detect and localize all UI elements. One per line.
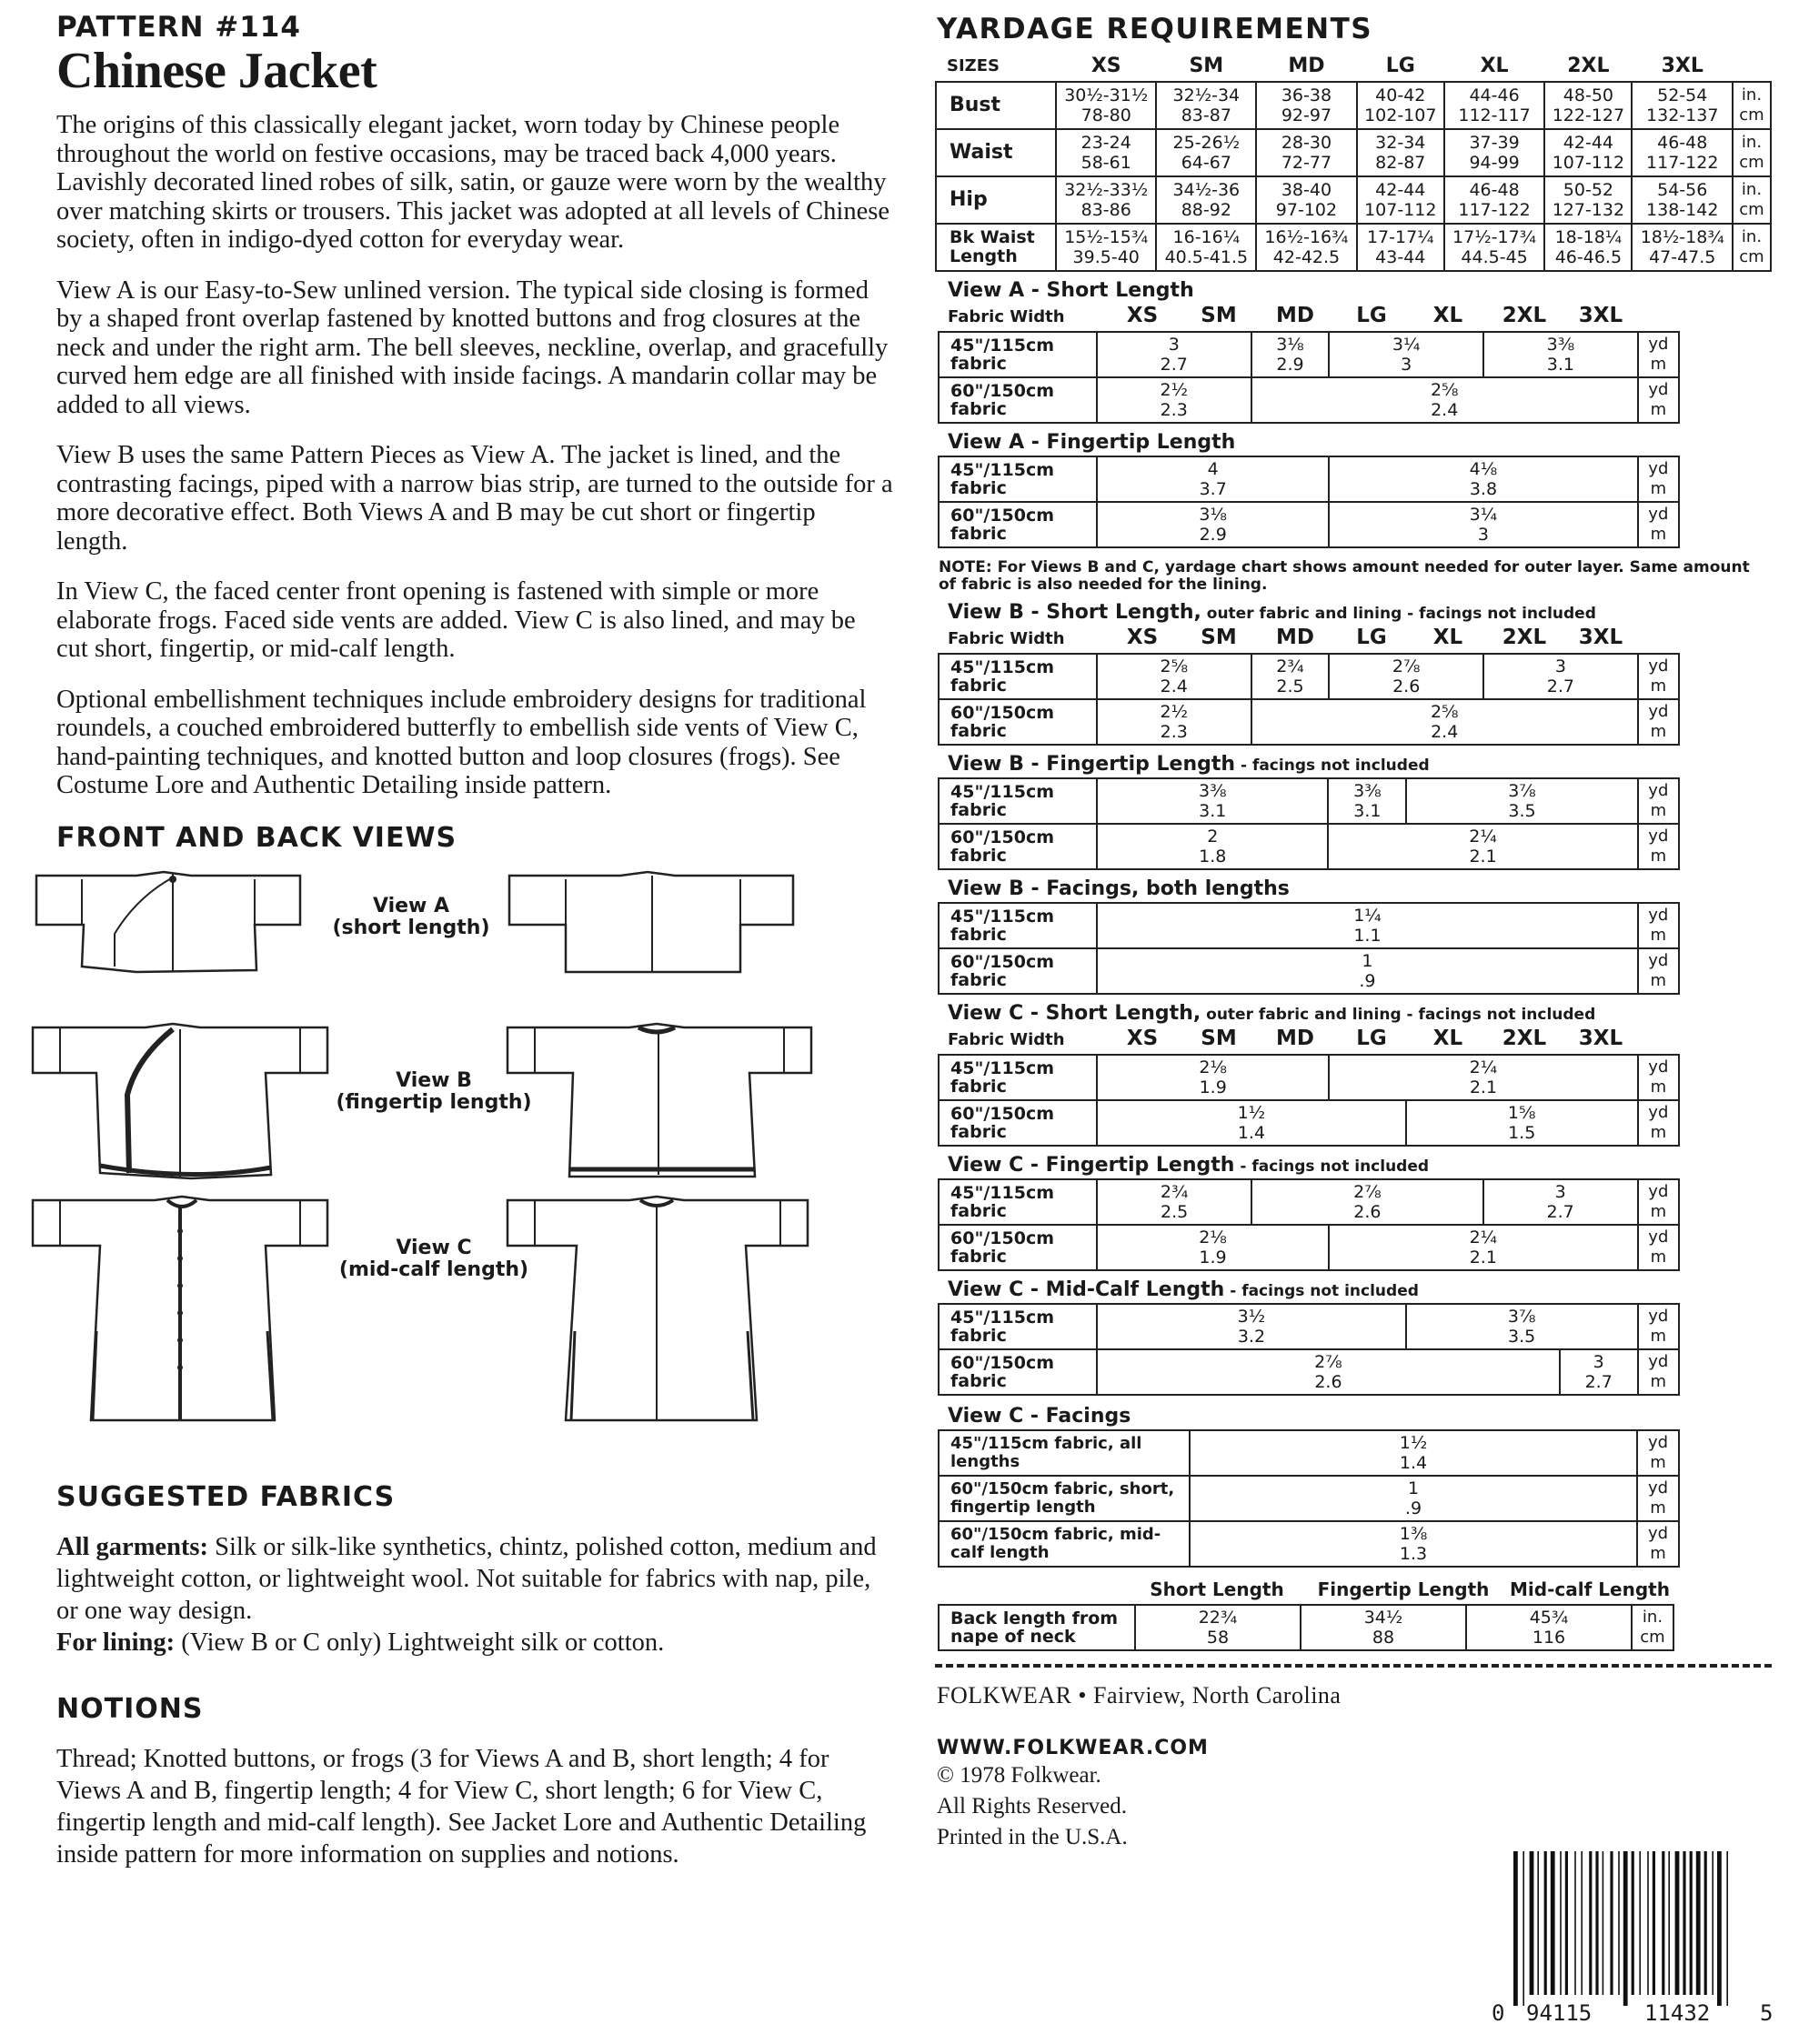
yardage-row	[939, 1349, 1679, 1395]
all-garments-label: All garments:	[56, 1532, 209, 1561]
barcode-bar	[1696, 1851, 1701, 1995]
views-illustrations	[56, 863, 893, 1463]
measurement-label: Hip	[936, 176, 1056, 224]
fabric-width-label: 60"/150cm fabric	[939, 948, 1097, 994]
yardage-unit: yd m	[1638, 699, 1679, 745]
barcode-bar	[1712, 1851, 1713, 1995]
view-a-paragraph: View A is our Easy-to-Sew unlined version. The typical side closing is formed by a shaped front overlap fastened by knotted buttons and frog closures at the neck and under the right arm. The bell sleeves, neckline, overlap, and gracefully curved hem edge are all finished with inside facings. A mandarin collar may be added to all views.	[56, 276, 889, 419]
yardage-row	[939, 948, 1679, 994]
rights-line: All Rights Reserved.	[937, 1794, 1128, 1819]
yardage-cell: 2¼ 2.1	[1329, 1055, 1638, 1100]
size-header: LG	[1385, 55, 1415, 77]
measurement-cell: 40-42 102-107	[1357, 82, 1444, 129]
measurement-cell: 36-38 92-97	[1256, 82, 1356, 129]
yardage-table	[938, 1303, 1680, 1396]
facings-label: 60"/150cm fabric, short, fingertip length	[939, 1476, 1190, 1521]
measurement-cell: 17-17¼ 43-44	[1357, 224, 1444, 271]
yardage-cell: 3½ 3.2	[1097, 1304, 1406, 1349]
yardage-row	[939, 699, 1679, 745]
barcode-bar	[1690, 1851, 1693, 1995]
measurement-cell: 37-39 94-99	[1444, 129, 1544, 176]
page-title: Chinese Jacket	[56, 43, 377, 99]
yardage-unit: yd m	[1638, 948, 1679, 994]
fabric-width-label: 60"/150cm fabric	[939, 699, 1097, 745]
barcode-bar	[1603, 1851, 1604, 1995]
yardage-unit: yd m	[1638, 824, 1679, 869]
fabric-width-label: 45"/115cm fabric	[939, 654, 1097, 699]
lining-label: For lining:	[56, 1628, 176, 1657]
measurement-cell: 18½-18¾ 47-47.5	[1632, 224, 1733, 271]
yardage-cell: 2⅝ 2.4	[1251, 699, 1638, 745]
fingertip-length-header: Fingertip Length	[1317, 1578, 1490, 1600]
yardage-row	[939, 1055, 1679, 1100]
barcode-image	[1510, 1851, 1774, 2006]
yardage-unit: yd m	[1638, 1304, 1679, 1349]
section-title: View C - Fingertip Length - facings not included	[948, 1154, 1430, 1177]
measurement-cell: 34½-36 88-92	[1156, 176, 1256, 224]
yardage-table	[938, 777, 1680, 870]
measurement-unit: in. cm	[1733, 224, 1771, 271]
back-length-label: Back length from nape of neck	[939, 1605, 1135, 1650]
fabric-width-label: 45"/115cm fabric	[939, 903, 1097, 948]
size-header: MD	[1288, 55, 1325, 77]
yardage-cell: 2⅝ 2.4	[1097, 654, 1251, 699]
yardage-cell: 2⅞ 2.6	[1097, 1349, 1560, 1395]
barcode-bar	[1544, 1851, 1547, 1995]
facings-label: 45"/115cm fabric, all lengths	[939, 1430, 1190, 1476]
yardage-cell: 2⅛ 1.9	[1097, 1225, 1329, 1270]
barcode-bar	[1683, 1851, 1685, 1995]
yardage-cell: 2⅝ 2.4	[1251, 377, 1638, 423]
copyright-line: © 1978 Folkwear.	[937, 1763, 1101, 1788]
yardage-sections	[935, 279, 1772, 1396]
yardage-table	[938, 1178, 1680, 1271]
measurement-cell: 46-48 117-122	[1444, 176, 1544, 224]
section-title: View A - Short Length	[948, 279, 1194, 302]
measurements-body	[936, 82, 1771, 271]
yardage-unit: yd m	[1638, 332, 1679, 377]
size-header: XS	[1090, 55, 1121, 77]
view-b-back-illustration	[502, 1022, 820, 1186]
fabric-width-label: 45"/115cm fabric	[939, 778, 1097, 824]
measurement-cell: 54-56 138-142	[1632, 176, 1733, 224]
view-c-name: View C	[396, 1236, 472, 1259]
yardage-cell: 4 3.7	[1097, 456, 1329, 502]
view-c-front-illustration	[27, 1195, 364, 1431]
barcode-bar	[1581, 1851, 1583, 1995]
barcode-bar	[1595, 1851, 1598, 1995]
yardage-row	[939, 377, 1679, 423]
measurement-row	[936, 224, 1771, 271]
yardage-unit: yd m	[1638, 654, 1679, 699]
back-length-fingertip: 34½ 88	[1301, 1605, 1466, 1650]
measurement-cell: 28-30 72-77	[1256, 129, 1356, 176]
yardage-unit: yd m	[1638, 1179, 1679, 1225]
yardage-row	[939, 1179, 1679, 1225]
barcode-bar	[1632, 1851, 1634, 1995]
barcode-bar	[1675, 1851, 1680, 1995]
section-title: View B - Fingertip Length - facings not included	[948, 753, 1430, 776]
view-c-facings-table	[938, 1429, 1680, 1568]
barcode-digit-check: 5	[1760, 2000, 1774, 2026]
barcode-bar	[1565, 1851, 1568, 1995]
left-column	[56, 9, 893, 1892]
fabric-width-label: 60"/150cm fabric	[939, 1100, 1097, 1146]
yardage-cell: 2⅞ 2.6	[1251, 1179, 1482, 1225]
printed-line: Printed in the U.S.A.	[937, 1825, 1128, 1849]
measurement-cell: 44-46 112-117	[1444, 82, 1544, 129]
facings-label: 60"/150cm fabric, mid-calf length	[939, 1521, 1190, 1567]
back-length-table	[938, 1604, 1674, 1651]
yardage-table	[938, 902, 1680, 995]
barcode-bar	[1623, 1851, 1628, 2006]
yardage-cell: 2⅞ 2.6	[1329, 654, 1483, 699]
yardage-table	[938, 456, 1680, 548]
barcode-bar	[1560, 1851, 1562, 1995]
measurement-cell: 17½-17¾ 44.5-45	[1444, 224, 1544, 271]
facings-value: 1 .9	[1190, 1476, 1637, 1521]
yardage-heading: YARDAGE REQUIREMENTS	[937, 13, 1373, 45]
yardage-row	[939, 778, 1679, 824]
barcode-bar	[1717, 1851, 1722, 2006]
view-b-name: View B	[396, 1068, 472, 1092]
yardage-cell: 3⅜ 3.1	[1097, 778, 1328, 824]
yardage-cell: 3⅛ 2.9	[1097, 502, 1329, 547]
measurement-row	[936, 176, 1771, 224]
fabric-width-label: 60"/150cm fabric	[939, 502, 1097, 547]
section-title: View B - Short Length, outer fabric and lining - facings not included	[948, 601, 1596, 624]
facings-value: 1½ 1.4	[1190, 1430, 1637, 1476]
yardage-cell: 3¼ 3	[1329, 502, 1638, 547]
measurement-cell: 50-52 127-132	[1544, 176, 1632, 224]
facings-body	[939, 1430, 1679, 1567]
fabric-width-label: 45"/115cm fabric	[939, 1179, 1097, 1225]
back-length-header	[935, 1578, 1772, 1600]
barcode-digit-lead: 0	[1492, 2000, 1505, 2026]
yardage-unit: yd m	[1638, 1349, 1679, 1395]
website-link[interactable]: WWW.FOLKWEAR.COM	[937, 1737, 1209, 1759]
measurement-unit: in. cm	[1733, 129, 1771, 176]
barcode-bar	[1653, 1851, 1655, 1995]
right-column	[935, 13, 1772, 1852]
fabric-width-header: Fabric Width XS SM MD LG XL 2XL 3XL	[948, 1027, 1623, 1050]
yardage-cell: 1½ 1.4	[1097, 1100, 1406, 1146]
unit-header	[1733, 55, 1771, 82]
view-a-name: View A	[372, 894, 450, 917]
yardage-cell: 3⅞ 3.5	[1406, 778, 1637, 824]
yardage-cell: 2½ 2.3	[1097, 377, 1251, 423]
barcode-bar	[1513, 1851, 1518, 2006]
fabric-width-label: 60"/150cm fabric	[939, 1225, 1097, 1270]
size-header: SM	[1189, 55, 1224, 77]
fabric-width-label: 60"/150cm fabric	[939, 377, 1097, 423]
yardage-cell: 1 .9	[1097, 948, 1637, 994]
yardage-unit: yd m	[1638, 502, 1679, 547]
view-a-back-illustration	[502, 870, 811, 979]
facings-unit: yd m	[1637, 1430, 1679, 1476]
yardage-row	[939, 903, 1679, 948]
yardage-cell: 2 1.8	[1097, 824, 1328, 869]
view-b-paragraph: View B uses the same Pattern Pieces as View A. The jacket is lined, and the contrasting facings, piped with a narrow bias strip, are turned to the outside for a more decorative effect. Both Views A and B may be cut short or fingertip length.	[56, 441, 893, 556]
yardage-unit: yd m	[1638, 377, 1679, 423]
yardage-row	[939, 824, 1679, 869]
barcode-bar	[1668, 1851, 1670, 1995]
measurement-cell: 42-44 107-112	[1357, 176, 1444, 224]
measurement-cell: 18-18¼ 46-46.5	[1544, 224, 1632, 271]
section-title: View C - Mid-Calf Length - facings not included	[948, 1278, 1419, 1301]
yardage-row	[939, 1225, 1679, 1270]
yardage-row	[939, 332, 1679, 377]
yardage-cell: 4⅛ 3.8	[1329, 456, 1638, 502]
barcode-digits-right: 11432	[1644, 2000, 1711, 2026]
yardage-unit: yd m	[1638, 456, 1679, 502]
facings-unit: yd m	[1637, 1521, 1679, 1567]
back-length-short: 22¾ 58	[1135, 1605, 1301, 1650]
barcode-bar	[1589, 1851, 1592, 1995]
yardage-cell: 3 2.7	[1560, 1349, 1638, 1395]
yardage-row	[939, 1100, 1679, 1146]
notions-text: Thread; Knotted buttons, or frogs (3 for Views A and B, short length; 4 for Views A and B, fingertip length; 4 for View C, short length; 6 for View C, fingertip length and mid-calf length). See Jacket Lore and Authentic Detailing inside pattern for more information on supplies and notions.	[56, 1744, 867, 1869]
view-c-facings-title: View C - Facings	[948, 1405, 1131, 1428]
measurement-cell: 25-26½ 64-67	[1156, 129, 1256, 176]
view-a-desc: (short length)	[332, 916, 490, 939]
back-length-midcalf: 45¾ 116	[1466, 1605, 1632, 1650]
yardage-cell: 3 2.7	[1097, 332, 1251, 377]
facings-unit: yd m	[1637, 1476, 1679, 1521]
measurement-cell: 16-16¼ 40.5-41.5	[1156, 224, 1256, 271]
fabric-width-label: 45"/115cm fabric	[939, 1304, 1097, 1349]
notions-heading: NOTIONS	[56, 1692, 204, 1725]
yardage-cell: 3⅜ 3.1	[1483, 332, 1638, 377]
view-c-back-illustration	[502, 1195, 820, 1431]
measurement-label: Bk Waist Length	[936, 224, 1056, 271]
barcode-bar	[1574, 1851, 1576, 1995]
yardage-cell: 2¾ 2.5	[1251, 654, 1330, 699]
yardage-cell: 3¼ 3	[1329, 332, 1483, 377]
fabrics-heading: SUGGESTED FABRICS	[56, 1480, 396, 1513]
measurement-cell: 32½-33½ 83-86	[1056, 176, 1156, 224]
fabric-width-label: 45"/115cm fabric	[939, 456, 1097, 502]
yardage-cell: 3 2.7	[1483, 1179, 1638, 1225]
sizes-header-row	[936, 55, 1771, 82]
back-length-unit: in. cm	[1632, 1605, 1673, 1650]
measurement-cell: 46-48 117-122	[1632, 129, 1733, 176]
measurement-unit: in. cm	[1733, 82, 1771, 129]
measurement-label: Bust	[936, 82, 1056, 129]
yardage-cell: 1¼ 1.1	[1097, 903, 1637, 948]
measurements-table	[935, 55, 1772, 272]
measurement-cell: 42-44 107-112	[1544, 129, 1632, 176]
barcode-bar	[1523, 1851, 1524, 2006]
facings-value: 1⅜ 1.3	[1190, 1521, 1637, 1567]
yardage-table	[938, 331, 1680, 424]
yardage-cell: 3 2.7	[1483, 654, 1638, 699]
fabrics-text	[56, 1531, 893, 1658]
yardage-row	[939, 1304, 1679, 1349]
yardage-row	[939, 502, 1679, 547]
view-a-front-illustration	[27, 870, 355, 979]
barcode-bar	[1537, 1851, 1539, 1995]
embellishment-paragraph: Optional embellishment techniques include embroidery designs for traditional roundels, a couched embroidered butterfly to embellish side vents of View C, hand-painting techniques, and knotted button and loop closures (frogs). See Costume Lore and Authentic Detailing inside pattern.	[56, 685, 867, 799]
yardage-cell: 3⅞ 3.5	[1406, 1304, 1638, 1349]
section-title: View A - Fingertip Length	[948, 431, 1236, 454]
yardage-cell: 2½ 2.3	[1097, 699, 1251, 745]
barcode-digits-left: 94115	[1526, 2000, 1593, 2026]
measurement-label: Waist	[936, 129, 1056, 176]
yardage-cell: 2⅛ 1.9	[1097, 1055, 1329, 1100]
measurement-row	[936, 82, 1771, 129]
fabric-width-label: 60"/150cm fabric	[939, 824, 1097, 869]
mid-calf-length-header: Mid-calf Length	[1510, 1578, 1670, 1600]
yardage-cell: 2¼ 2.1	[1329, 1225, 1638, 1270]
yardage-table	[938, 653, 1680, 746]
measurement-cell: 32-34 82-87	[1357, 129, 1444, 176]
barcode-bar	[1618, 1851, 1620, 1995]
yardage-unit: yd m	[1638, 1225, 1679, 1270]
view-c-desc: (mid-calf length)	[338, 1257, 529, 1281]
measurement-cell: 38-40 97-102	[1256, 176, 1356, 224]
barcode-bar	[1610, 1851, 1613, 1995]
barcode-bar	[1639, 1851, 1641, 1995]
size-header: 2XL	[1567, 55, 1610, 77]
yardage-cell: 3⅛ 2.9	[1251, 332, 1330, 377]
view-b-desc: (fingertip length)	[336, 1090, 532, 1114]
barcode-bar	[1726, 1851, 1728, 2006]
yardage-unit: yd m	[1638, 903, 1679, 948]
yardage-table	[938, 1054, 1680, 1147]
fabric-width-label: 60"/150cm fabric	[939, 1349, 1097, 1395]
measurement-cell: 32½-34 83-87	[1156, 82, 1256, 129]
measurement-cell: 16½-16¾ 42-42.5	[1256, 224, 1356, 271]
intro-paragraph: The origins of this classically elegant jacket, worn today by Chinese people throughout the world on festive occasions, may be traced back 4,000 years. Lavishly decorated lined robes of silk, satin, or gauze were worn by the wealthy over matching skirts or trousers. This jacket was adopted at all levels of Chinese society, often in indigo-dyed cotton for everyday wear.	[56, 111, 889, 254]
pattern-number: PATTERN #114	[56, 11, 301, 44]
facings-row	[939, 1476, 1679, 1521]
company-line: FOLKWEAR • Fairview, North Carolina	[937, 1682, 1342, 1708]
measurement-cell: 52-54 132-137	[1632, 82, 1733, 129]
yardage-cell: 2¼ 2.1	[1328, 824, 1637, 869]
facings-row	[939, 1430, 1679, 1476]
yardage-cell: 2¾ 2.5	[1097, 1179, 1251, 1225]
short-length-header: Short Length	[1150, 1578, 1284, 1600]
fabric-width-header: Fabric Width XS SM MD LG XL 2XL 3XL	[948, 626, 1623, 649]
yardage-cell: 3⅜ 3.1	[1328, 778, 1406, 824]
view-b-front-illustration	[27, 1022, 364, 1186]
measurement-cell: 30½-31½ 78-80	[1056, 82, 1156, 129]
section-title: View B - Facings, both lengths	[948, 877, 1290, 900]
measurement-cell: 15½-15¾ 39.5-40	[1056, 224, 1156, 271]
all-garments-text: Silk or silk-like synthetics, chintz, polished cotton, medium and lightweight cotton, or lightweight wool. Not suitable for fabrics with nap, pile, or one way design.	[56, 1532, 877, 1625]
barcode-bar	[1704, 1851, 1707, 1995]
yardage-unit: yd m	[1638, 778, 1679, 824]
back-length-row	[939, 1605, 1673, 1650]
measurement-cell: 23-24 58-61	[1056, 129, 1156, 176]
barcode-bar	[1551, 1851, 1555, 1995]
barcode-bar	[1530, 1851, 1534, 1995]
view-c-paragraph: In View C, the faced center front opening is fastened with simple or more elaborate frogs. Faced side vents are added. View C is also lined, and may be cut short, fingertip, or mid-calf length.	[56, 577, 856, 663]
barcode-bar	[1662, 1851, 1664, 1995]
yardage-unit: yd m	[1638, 1100, 1679, 1146]
yardage-row	[939, 456, 1679, 502]
fabric-width-header: Fabric Width XS SM MD LG XL 2XL 3XL	[948, 304, 1623, 327]
measurement-row	[936, 129, 1771, 176]
sizes-label: SIZES	[947, 56, 1000, 75]
measurement-unit: in. cm	[1733, 176, 1771, 224]
yardage-cell: 1⅝ 1.5	[1406, 1100, 1638, 1146]
section-title: View C - Short Length, outer fabric and lining - facings not included	[948, 1002, 1596, 1025]
facings-row	[939, 1521, 1679, 1567]
lining-text: (View B or C only) Lightweight silk or cotton.	[175, 1628, 665, 1657]
view-a-label	[329, 896, 493, 939]
size-header: 3XL	[1661, 55, 1703, 77]
fabric-width-label: 45"/115cm fabric	[939, 1055, 1097, 1100]
fabric-width-label: 45"/115cm fabric	[939, 332, 1097, 377]
lining-note: NOTE: For Views B and C, yardage chart shows amount needed for outer layer. Same amount of fabric is also needed for the lining.	[939, 558, 1750, 594]
yardage-row	[939, 654, 1679, 699]
barcode-bar	[1647, 1851, 1649, 1995]
dashed-divider	[935, 1664, 1772, 1668]
views-heading: FRONT AND BACK VIEWS	[56, 821, 457, 854]
measurement-cell: 48-50 122-127	[1544, 82, 1632, 129]
yardage-unit: yd m	[1638, 1055, 1679, 1100]
size-header: XL	[1480, 55, 1509, 77]
